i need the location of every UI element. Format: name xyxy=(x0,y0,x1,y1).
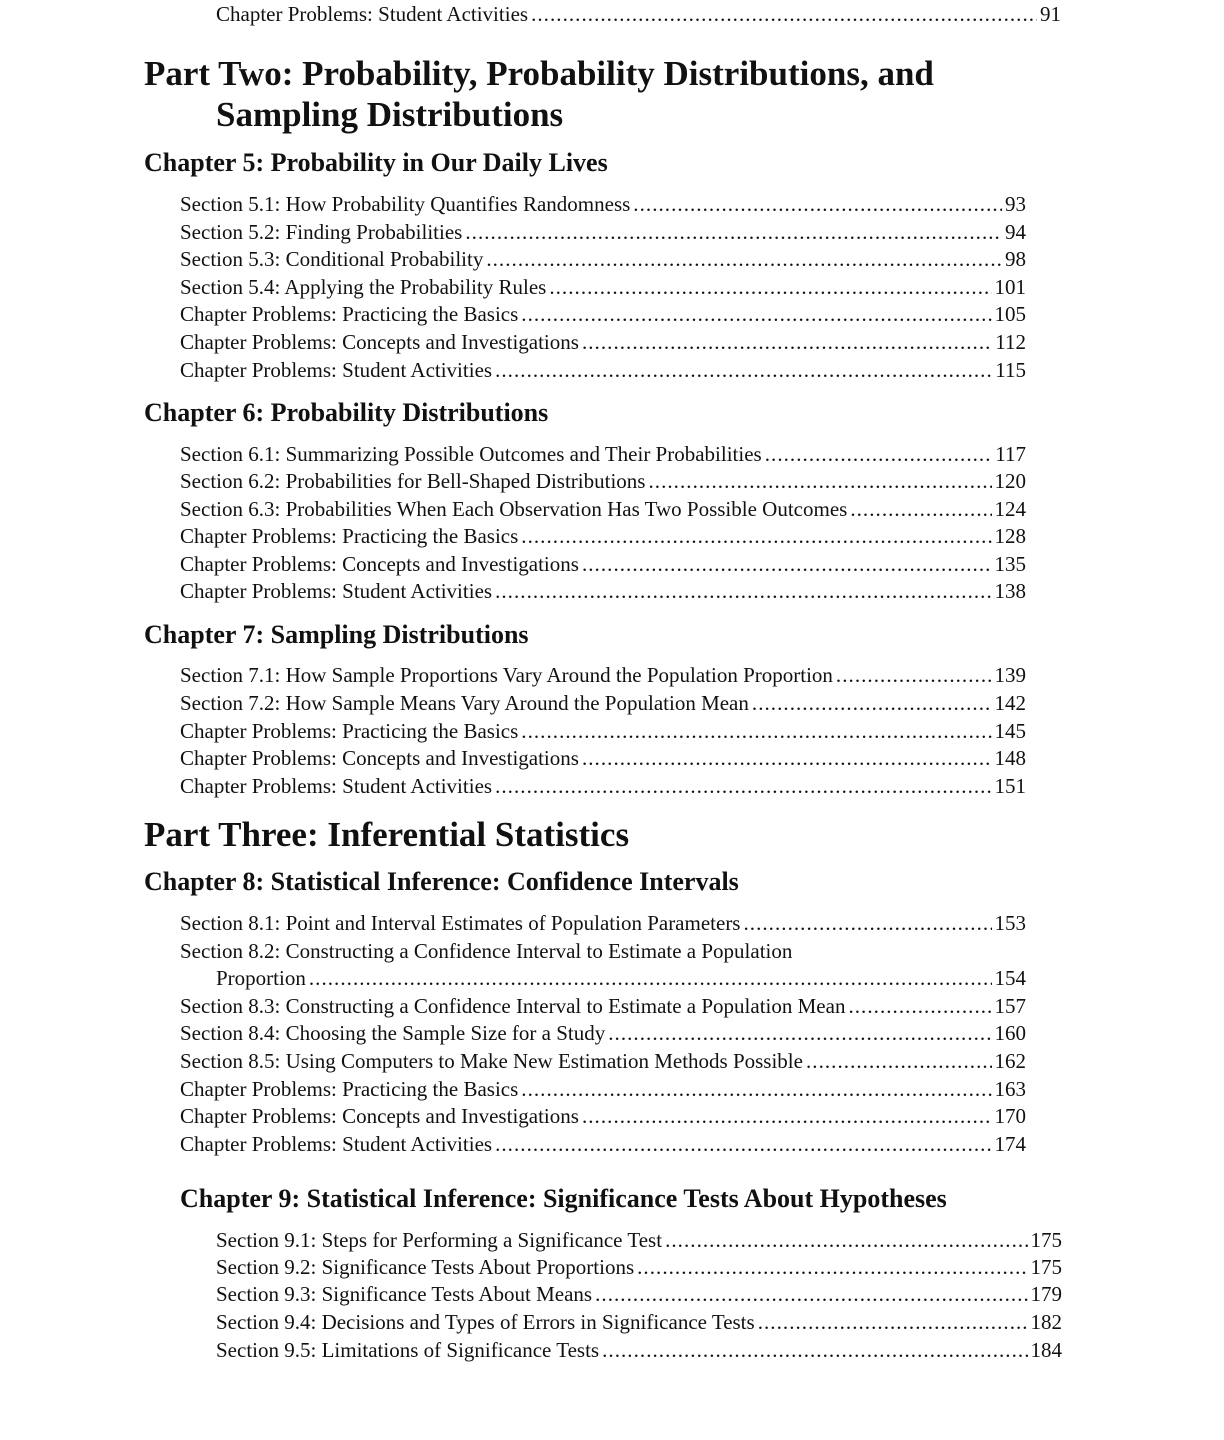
toc-entry-label: Chapter Problems: Practicing the Basics xyxy=(180,302,519,326)
toc-entry[interactable] xyxy=(180,218,1026,246)
toc-entry[interactable] xyxy=(216,1253,1062,1281)
toc-entry[interactable] xyxy=(216,1336,1062,1364)
toc-entry[interactable] xyxy=(180,273,1026,301)
toc-entry[interactable] xyxy=(180,689,1026,717)
toc-entry[interactable] xyxy=(180,522,1026,550)
toc-entry[interactable] xyxy=(180,744,1026,772)
toc-entry-label: Section 7.2: How Sample Means Vary Around the Population Mean xyxy=(180,691,749,715)
toc-entry-page: 151 xyxy=(994,774,1026,798)
toc-entry-label: Section 5.3: Conditional Probability xyxy=(180,247,484,271)
toc-entry-label: Chapter Problems: Student Activities xyxy=(216,2,529,26)
toc-entry-page: 184 xyxy=(1030,1338,1062,1362)
toc-entry-label: Section 9.2: Significance Tests About Proportions xyxy=(216,1255,635,1279)
toc-entry-page: 93 xyxy=(1005,192,1026,216)
toc-entry-label: Proportion xyxy=(216,966,306,990)
dot-leader xyxy=(521,717,991,745)
toc-entry-label: Section 8.3: Constructing a Confidence Interval to Estimate a Population Mean xyxy=(180,994,846,1018)
part-two-title-line2: Sampling Distributions xyxy=(216,95,564,134)
toc-entry-label: Section 5.4: Applying the Probability Rules xyxy=(180,275,547,299)
toc-entry-page: 91 xyxy=(1040,2,1061,26)
toc-entry-label: Chapter Problems: Student Activities xyxy=(180,358,493,382)
chapter-9-title: Chapter 9: Statistical Inference: Significance Tests About Hypotheses xyxy=(180,1184,947,1213)
toc-entry[interactable] xyxy=(216,1308,1062,1336)
toc-entry-label: Chapter Problems: Concepts and Investigations xyxy=(180,552,579,576)
toc-entry[interactable] xyxy=(180,300,1026,328)
part-three-title: Part Three: Inferential Statistics xyxy=(144,815,630,854)
toc-entry-page: 175 xyxy=(1030,1255,1062,1279)
toc-entry-label: Section 7.1: How Sample Proportions Vary Around the Population Proportion xyxy=(180,663,833,687)
dot-leader xyxy=(836,661,992,689)
toc-entry-page: 162 xyxy=(994,1049,1026,1073)
dot-leader xyxy=(495,356,992,384)
part-two-title-line1: Part Two: Probability, Probability Distributions, and xyxy=(144,54,934,93)
toc-entry-page: 145 xyxy=(994,719,1026,743)
toc-entry[interactable] xyxy=(180,245,1026,273)
dot-leader xyxy=(648,467,991,495)
dot-leader xyxy=(758,1308,1028,1336)
toc-entry-page: 135 xyxy=(994,552,1026,576)
toc-entry-page: 94 xyxy=(1005,220,1026,244)
dot-leader xyxy=(531,0,1037,28)
toc-entry[interactable] xyxy=(216,0,1061,28)
dot-leader xyxy=(309,964,992,992)
dot-leader xyxy=(582,328,992,356)
toc-entry-label: Chapter Problems: Practicing the Basics xyxy=(180,524,519,548)
toc-entry[interactable] xyxy=(180,1130,1026,1158)
toc-entry-label: Chapter Problems: Concepts and Investigations xyxy=(180,330,579,354)
toc-entry[interactable] xyxy=(180,190,1026,218)
toc-entry-page: 175 xyxy=(1030,1228,1062,1252)
dot-leader xyxy=(608,1019,991,1047)
toc-entry-page: 142 xyxy=(994,691,1026,715)
dot-leader xyxy=(743,909,991,937)
toc-entry[interactable] xyxy=(180,577,1026,605)
dot-leader xyxy=(549,273,991,301)
toc-entry-label: Section 6.3: Probabilities When Each Observation Has Two Possible Outcomes xyxy=(180,497,848,521)
toc-entry[interactable] xyxy=(180,1102,1026,1130)
toc-entry-page: 170 xyxy=(994,1104,1026,1128)
dot-leader xyxy=(521,1075,991,1103)
toc-entry[interactable] xyxy=(180,1075,1026,1103)
toc-entry-page: 138 xyxy=(994,579,1026,603)
toc-entry-page: 154 xyxy=(994,966,1026,990)
toc-entry-label: Chapter Problems: Student Activities xyxy=(180,1132,493,1156)
toc-entry-page: 174 xyxy=(994,1132,1026,1156)
toc-entry-label: Section 8.5: Using Computers to Make New Estimation Methods Possible xyxy=(180,1049,803,1073)
chapter-6-title: Chapter 6: Probability Distributions xyxy=(144,398,549,427)
toc-entry-label: Chapter Problems: Practicing the Basics xyxy=(180,719,519,743)
toc-entry-page: 120 xyxy=(994,469,1026,493)
toc-entry[interactable] xyxy=(180,495,1026,523)
dot-leader xyxy=(806,1047,992,1075)
toc-entry[interactable] xyxy=(216,1280,1062,1308)
dot-leader xyxy=(602,1336,1027,1364)
toc-entry[interactable] xyxy=(180,467,1026,495)
toc-entry-page: 117 xyxy=(995,442,1026,466)
toc-entry-label: Chapter Problems: Concepts and Investigations xyxy=(180,746,579,770)
toc-entry-page: 124 xyxy=(994,497,1026,521)
chapter-7-title: Chapter 7: Sampling Distributions xyxy=(144,620,529,649)
chapter-5-title: Chapter 5: Probability in Our Daily Lives xyxy=(144,148,608,177)
toc-entry-page: 153 xyxy=(994,911,1026,935)
dot-leader xyxy=(595,1280,1027,1308)
toc-entry[interactable] xyxy=(180,356,1026,384)
toc-entry-page: 157 xyxy=(994,994,1026,1018)
toc-entry-page: 182 xyxy=(1030,1310,1062,1334)
dot-leader xyxy=(582,550,992,578)
toc-entry-page: 101 xyxy=(994,275,1026,299)
toc-entry-label: Section 6.2: Probabilities for Bell-Shaped Distributions xyxy=(180,469,646,493)
toc-entry[interactable] xyxy=(180,661,1026,689)
toc-entry[interactable] xyxy=(180,717,1026,745)
toc-entry-label: Chapter Problems: Practicing the Basics xyxy=(180,1077,519,1101)
toc-entry[interactable] xyxy=(180,1019,1026,1047)
dot-leader xyxy=(465,218,1002,246)
toc-entry[interactable] xyxy=(216,964,1026,992)
toc-entry[interactable] xyxy=(180,909,1026,937)
toc-entry-label: Section 5.1: How Probability Quantifies Randomness xyxy=(180,192,631,216)
toc-entry-label: Section 9.5: Limitations of Significance Tests xyxy=(216,1338,600,1362)
toc-entry[interactable] xyxy=(180,328,1026,356)
toc-entry[interactable] xyxy=(180,440,1026,468)
toc-entry[interactable] xyxy=(180,1047,1026,1075)
toc-entry-wrapped-line[interactable]: Section 8.2: Constructing a Confidence Interval to Estimate a Population xyxy=(180,939,793,963)
dot-leader xyxy=(521,300,991,328)
toc-entry-page: 128 xyxy=(994,524,1026,548)
toc-entry-page: 160 xyxy=(994,1021,1026,1045)
dot-leader xyxy=(582,1102,992,1130)
toc-entry-page: 105 xyxy=(994,302,1026,326)
dot-leader xyxy=(521,522,991,550)
toc-entry[interactable] xyxy=(180,772,1026,800)
dot-leader xyxy=(495,577,991,605)
toc-entry-label: Chapter Problems: Student Activities xyxy=(180,579,493,603)
toc-entry-page: 179 xyxy=(1030,1282,1062,1306)
dot-leader xyxy=(495,772,991,800)
toc-entry-label: Section 9.3: Significance Tests About Means xyxy=(216,1282,593,1306)
toc-entry-label: Section 8.4: Choosing the Sample Size for a Study xyxy=(180,1021,606,1045)
toc-entry-label: Chapter Problems: Student Activities xyxy=(180,774,493,798)
toc-entry-page: 163 xyxy=(994,1077,1026,1101)
toc-entry-label: Section 8.1: Point and Interval Estimates of Population Parameters xyxy=(180,911,741,935)
toc-entry-page: 148 xyxy=(994,746,1026,770)
toc-entry-page: 139 xyxy=(994,663,1026,687)
toc-entry[interactable] xyxy=(216,1226,1062,1254)
dot-leader xyxy=(665,1226,1027,1254)
toc-entry-label: Section 6.1: Summarizing Possible Outcomes and Their Probabilities xyxy=(180,442,762,466)
toc-entry[interactable] xyxy=(180,992,1026,1020)
dot-leader xyxy=(765,440,993,468)
toc-entry[interactable] xyxy=(180,550,1026,578)
toc-entry-page: 112 xyxy=(995,330,1026,354)
part-two-title xyxy=(144,53,1144,135)
dot-leader xyxy=(495,1130,991,1158)
toc-entry-label: Section 9.1: Steps for Performing a Significance Test xyxy=(216,1228,663,1252)
chapter-8-title: Chapter 8: Statistical Inference: Confidence Intervals xyxy=(144,867,739,896)
dot-leader xyxy=(486,245,1002,273)
dot-leader xyxy=(582,744,992,772)
dot-leader xyxy=(752,689,992,717)
toc-entry-label: Chapter Problems: Concepts and Investigations xyxy=(180,1104,579,1128)
dot-leader xyxy=(633,190,1002,218)
toc-entry-page: 98 xyxy=(1005,247,1026,271)
toc-entry-page: 115 xyxy=(995,358,1026,382)
dot-leader xyxy=(850,495,991,523)
toc-entry-label: Section 5.2: Finding Probabilities xyxy=(180,220,463,244)
toc-entry-label: Section 9.4: Decisions and Types of Errors in Significance Tests xyxy=(216,1310,755,1334)
dot-leader xyxy=(637,1253,1027,1281)
dot-leader xyxy=(848,992,991,1020)
